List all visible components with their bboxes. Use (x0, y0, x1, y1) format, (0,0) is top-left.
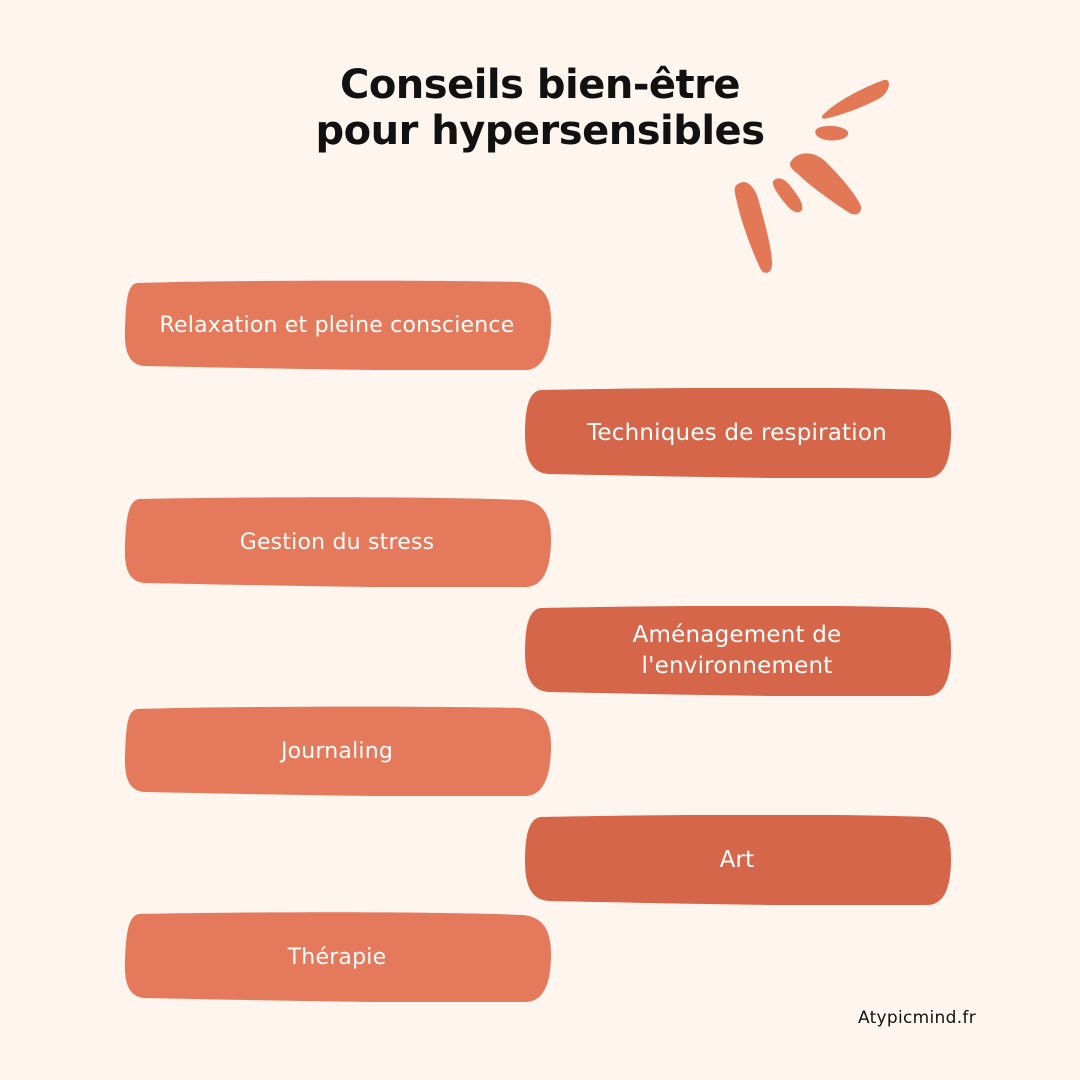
tip-label: Journaling (280, 738, 394, 764)
footer-brand: Atypicmind.fr (857, 1008, 976, 1028)
tip-pill-environment (523, 606, 951, 696)
tip-label: Thérapie (287, 944, 387, 970)
tip-label: Gestion du stress (239, 529, 435, 555)
tip-pill-therapy (123, 912, 551, 1002)
tip-label: Aménagement de l'environnement (632, 622, 842, 679)
tip-pill-stress (123, 497, 551, 587)
tip-pill-journaling (123, 706, 551, 796)
tip-label: Relaxation et pleine conscience (159, 312, 515, 338)
tip-pill-relaxation (123, 280, 551, 370)
tip-pill-art (523, 815, 951, 905)
tip-pill-breathing (523, 388, 951, 478)
tip-label: Techniques de respiration (587, 419, 887, 446)
brush-stroke-burst-icon (720, 70, 900, 285)
title-line-1: Conseils bien-être (339, 62, 741, 108)
tip-label: Art (719, 846, 755, 873)
title-line-2: pour hypersensibles (315, 108, 765, 154)
